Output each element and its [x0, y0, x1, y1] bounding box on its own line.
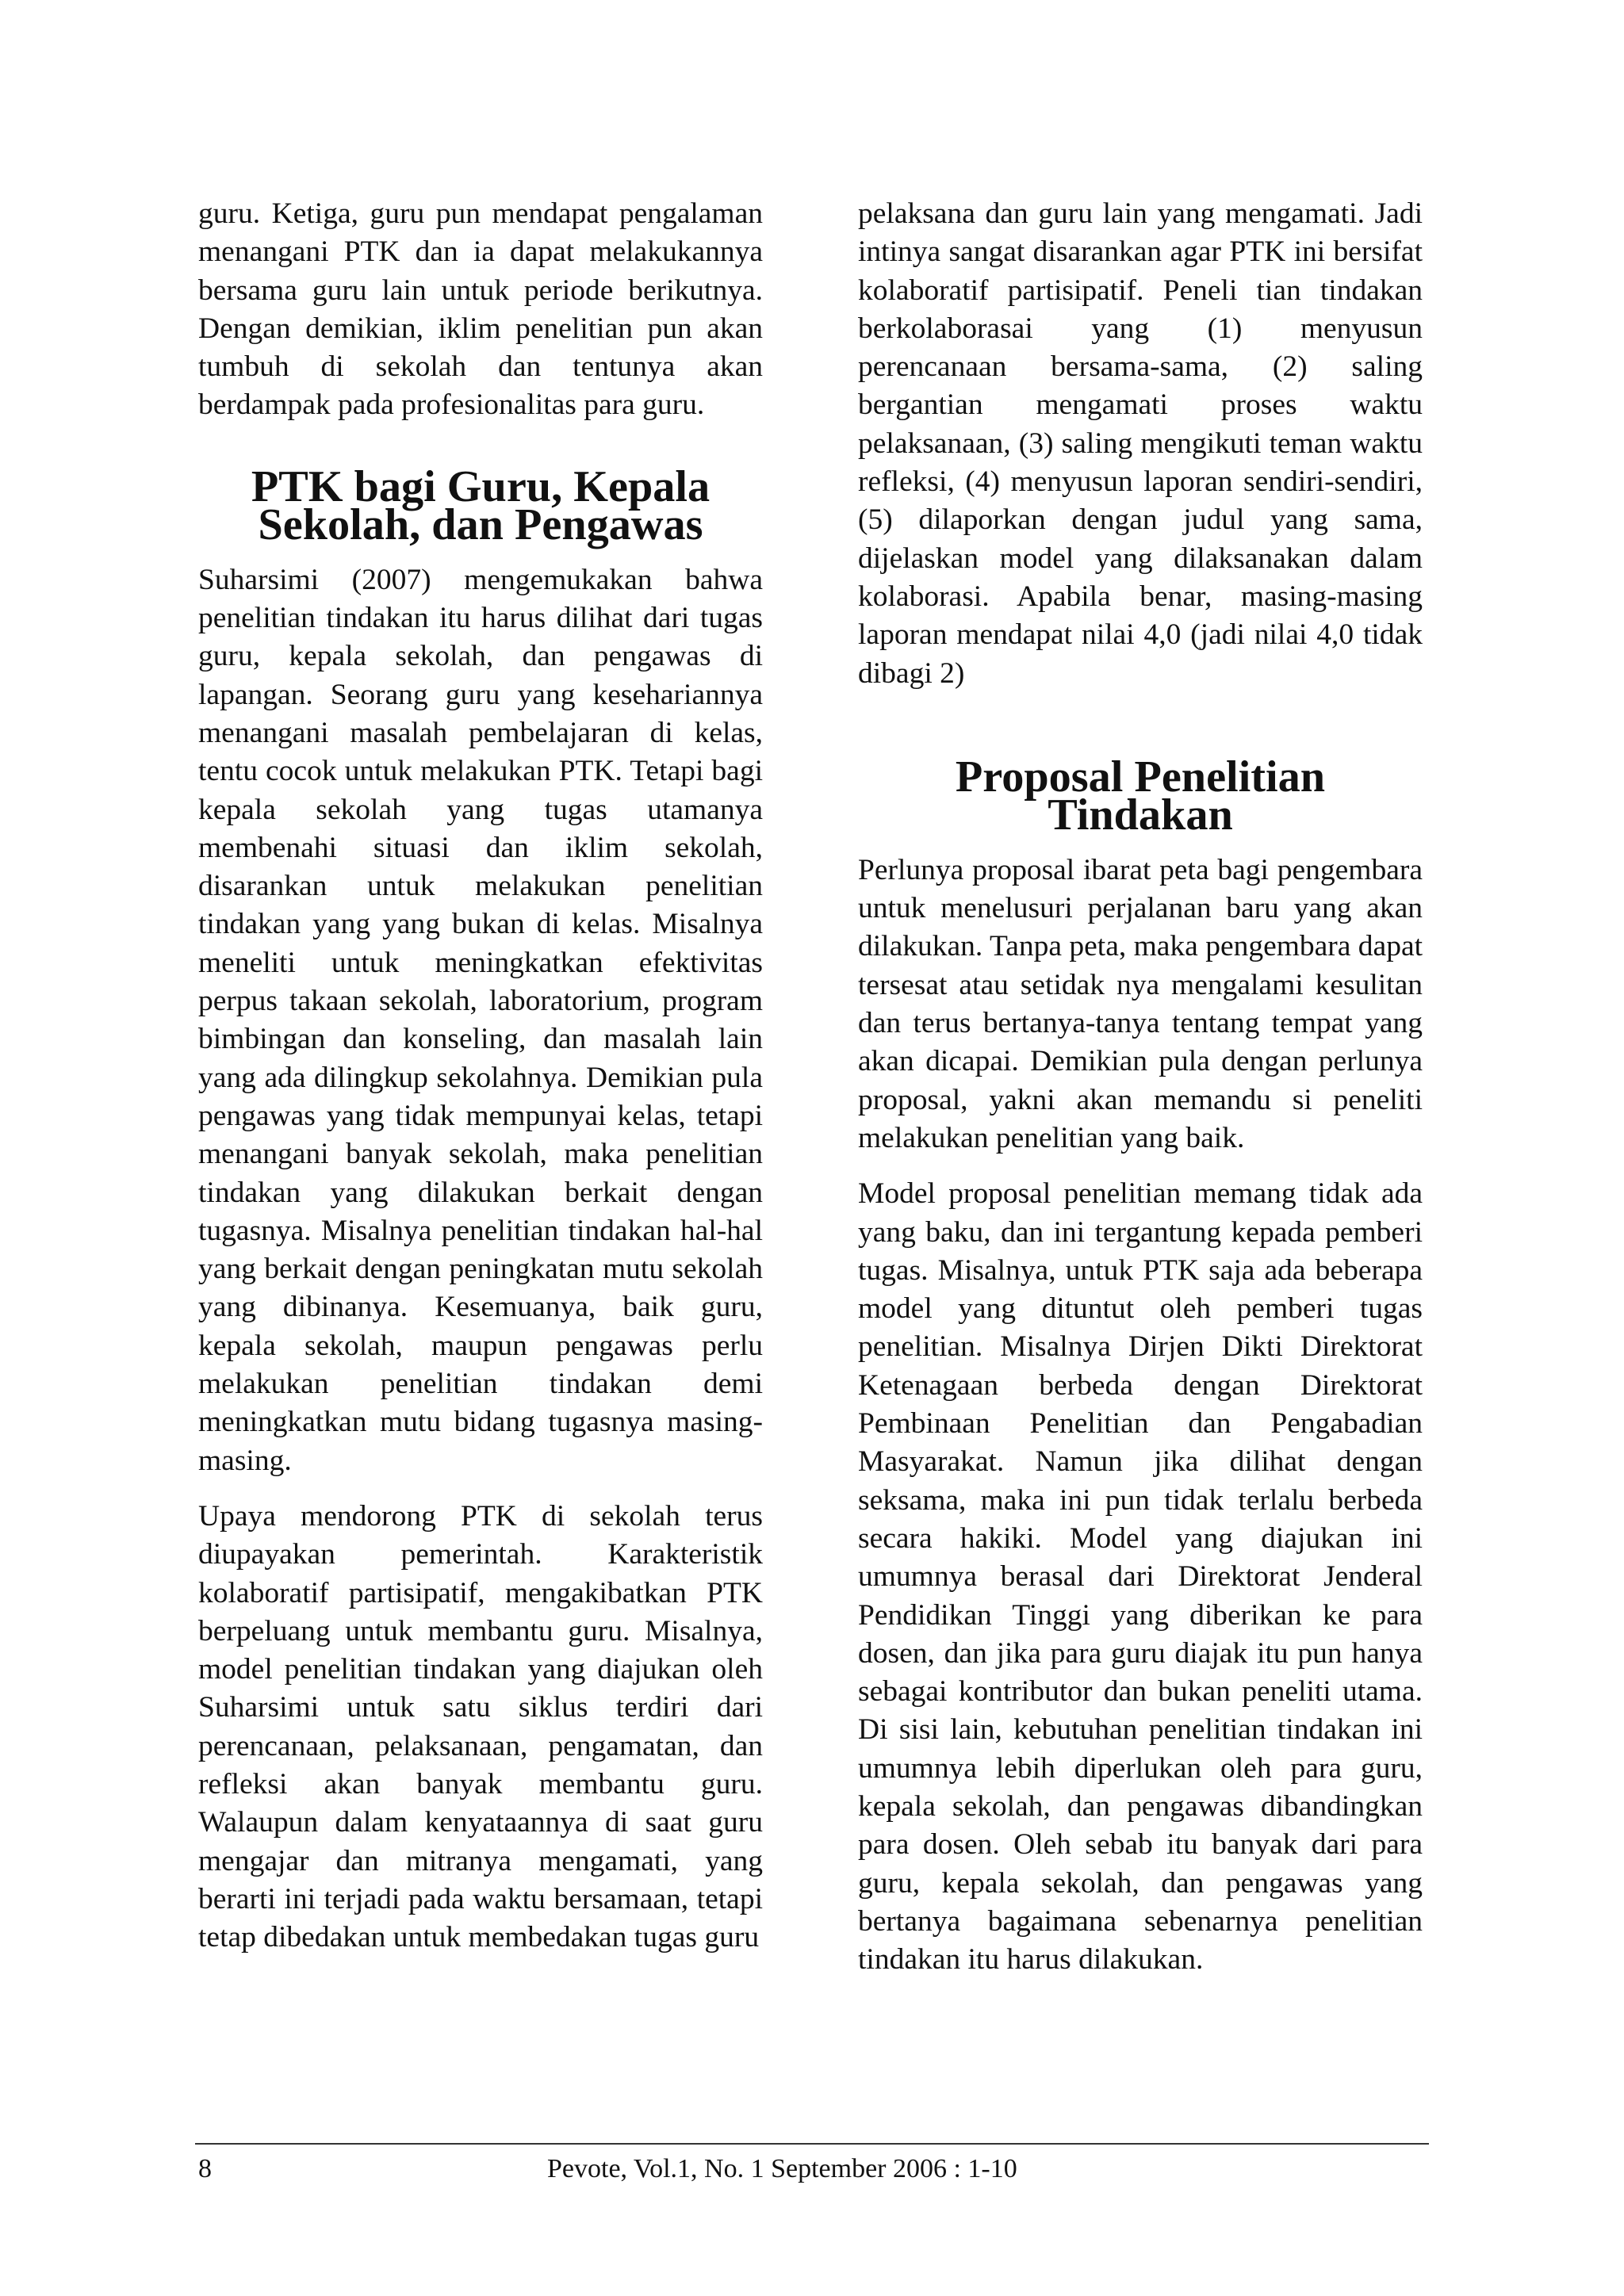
right-paragraph-continuation: pelaksana dan guru lain yang mengamati. Jadi intinya sangat disarankan agar PTK ini bersifat kolaboratif partisipatif. Peneli tian tindakan berkolaborasai yang (1) menyusun perencanaan bersama-sama, (2) saling bergantian mengamati proses waktu pelaksanaan, (3) saling mengikuti teman waktu refleksi, (4) menyusun laporan sendiri-sendiri, (5) dilaporkan dengan judul yang sama, dijelaskan model yang dilaksanakan dalam kolaborasi. Apabila benar, masing-masing laporan mendapat nilai 4,0 (jadi nilai 4,0 tidak dibagi 2): [858, 197, 1423, 690]
journal-reference: Pevote, Vol.1, No. 1 September 2006 : 1-10: [547, 2154, 1017, 2183]
left-paragraph-continuation: guru. Ketiga, guru pun mendapat pengalaman menangani PTK dan ia dapat melakukannya bersama guru lain untuk periode berikutnya. Dengan demikian, iklim penelitian pun akan tumbuh di sekolah dan tentunya akan berdampak pada profesionalitas para guru.: [198, 197, 763, 422]
section-heading-ptk-bagi-guru: PTK bagi Guru, Kepala Sekolah, dan Pengawas: [251, 461, 710, 549]
page-number: 8: [198, 2154, 212, 2183]
left-paragraph-suharsimi: Suharsimi (2007) mengemukakan bahwa penelitian tindakan itu harus dilihat dari tugas guru, kepala sekolah, dan pengawas di lapangan. Seorang guru yang kesehariannya menangani masalah pembelajaran di kelas, tentu cocok untuk melakukan PTK. Tetapi bagi kepala sekolah yang tugas utamanya membenahi situasi dan iklim sekolah, disarankan untuk melakukan penelitian tindakan yang yang bukan di kelas. Misalnya meneliti untuk meningkatkan efektivitas perpus takaan sekolah, laboratorium, program bimbingan dan konseling, dan masalah lain yang ada dilingkup sekolahnya. Demikian pula pengawas yang tidak mempunyai kelas, tetapi menangani banyak sekolah, maka penelitian tindakan yang dilakukan berkait dengan tugasnya. Misalnya penelitian tindakan hal-hal yang berkait dengan peningkatan mutu sekolah yang dibinanya. Kesemuanya, baik guru, kepala sekolah, maupun pengawas perlu melakukan penelitian tindakan demi meningkatkan mutu bidang tugasnya masing-masing.: [198, 563, 763, 1477]
right-paragraph-model-proposal: Model proposal penelitian memang tidak ada yang baku, dan ini tergantung kepada pemberi tugas. Misalnya, untuk PTK saja ada beberapa model yang dituntut oleh pemberi tugas penelitian. Misalnya Dirjen Dikti Direktorat Ketenagaan berbeda dengan Direktorat Pembinaan Penelitian dan Pengabadian Masyarakat. Namun jika dilihat dengan seksama, maka ini pun tidak terlalu berbeda secara hakiki. Model yang diajukan ini umumnya berasal dari Direktorat Jenderal Pendidikan Tinggi yang diberikan ke para dosen, dan jika para guru diajak itu pun hanya sebagai kontributor dan bukan peneliti utama. Di sisi lain, kebutuhan penelitian tindakan ini umumnya lebih diperlukan oleh para guru, kepala sekolah, dan pengawas dibandingkan para dosen. Oleh sebab itu banyak dari para guru, kepala sekolah, dan pengawas yang bertanya bagaimana sebenarnya penelitian tindakan itu harus dilakukan.: [858, 1177, 1423, 1976]
left-column: [198, 195, 763, 1974]
right-column: [858, 195, 1423, 1996]
section-heading-proposal: Proposal Penelitian Tindakan: [955, 752, 1326, 840]
footer-divider: [195, 2143, 1429, 2145]
right-paragraph-perlunya-proposal: Perlunya proposal ibarat peta bagi pengembara untuk menelusuri perjalanan baru yang akan dilakukan. Tanpa peta, maka pengembara dapat tersesat atau setidak nya mengalami kesulitan dan terus bertanya-tanya tentang tempat yang akan dicapai. Demikian pula dengan perlunya proposal, yakni akan memandu si peneliti melakukan penelitian yang baik.: [858, 853, 1423, 1154]
left-paragraph-upaya: Upaya mendorong PTK di sekolah terus diupayakan pemerintah. Karakteristik kolaboratif partisipatif, mengakibatkan PTK berpeluang untuk membantu guru. Misalnya, model penelitian tindakan yang diajukan oleh Suharsimi untuk satu siklus terdiri dari perencanaan, pelaksanaan, pengamatan, dan refleksi akan banyak membantu guru. Walaupun dalam kenyataannya di saat guru mengajar dan mitranya mengamati, yang berarti ini terjadi pada waktu bersamaan, tetapi tetap dibedakan untuk membedakan tugas guru: [198, 1499, 763, 1954]
